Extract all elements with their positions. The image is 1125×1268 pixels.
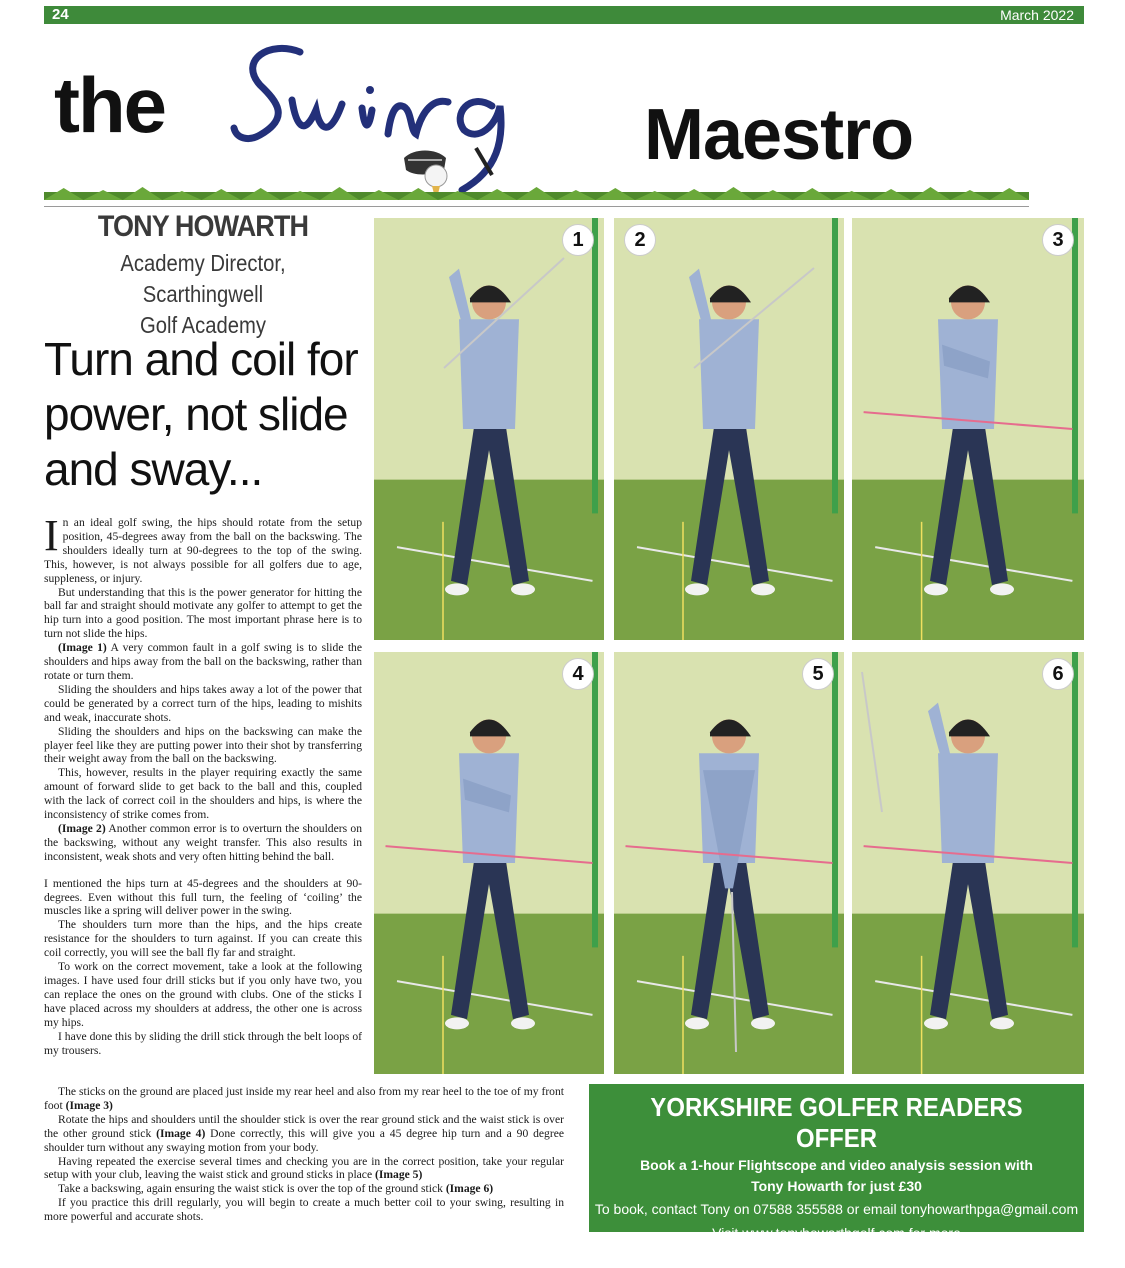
page-header-bar — [44, 6, 1084, 24]
photo-number-badge: 5 — [802, 658, 834, 690]
golfer-photo-illustration — [374, 218, 604, 640]
offer-title: YORKSHIRE GOLFER READERS OFFER — [650, 1092, 1023, 1153]
golfer-photo-illustration — [614, 652, 844, 1074]
masthead — [44, 26, 1084, 210]
offer-visit-line1[interactable]: Visit www.tonyhowarthgolf.com for more — [712, 1225, 961, 1241]
photo-4 — [374, 652, 604, 1074]
golfer-photo-illustration — [614, 218, 844, 640]
paragraph: This, however, results in the player requiring exactly the same amount of forward slide to get back to the ball and this, coupled with the lack of correct coil in the shoulders and hips, is where the inconsistency of strike comes from. — [44, 766, 362, 822]
photo-number-badge: 6 — [1042, 658, 1074, 690]
issue-date: March 2022 — [1000, 7, 1074, 23]
paragraph: I have done this by sliding the drill stick through the belt loops of my trousers. — [44, 1029, 362, 1057]
offer-visit-line2: information on the sessions offered — [727, 1249, 946, 1265]
page-number: 24 — [52, 6, 69, 23]
paragraph: Take a backswing, again ensuring the waist stick is over the top of the ground stick (Image 6) — [58, 1182, 494, 1196]
article-body-wide — [44, 1085, 564, 1224]
author-role — [63, 248, 343, 341]
article-body-column — [44, 511, 362, 1057]
offer-contact[interactable]: To book, contact Tony on 07588 355588 or email tonyhowarthpga@gmail.com — [594, 1201, 1079, 1217]
readers-offer-box — [589, 1084, 1084, 1265]
photo-5 — [614, 652, 844, 1074]
golfer-photo-illustration — [852, 218, 1084, 640]
headline-line1: Turn and coil for — [44, 333, 358, 385]
grass-strip — [44, 186, 1029, 200]
photo-6 — [852, 652, 1084, 1074]
headline-line3: and sway... — [44, 443, 263, 495]
swing-script-logo — [230, 30, 650, 200]
author-role-line2: Golf Academy — [139, 312, 267, 338]
photo-number-badge: 1 — [562, 224, 594, 256]
paragraph: Sliding the shoulders and hips takes away a lot of the power that could be generated by a correct turn of the hips, leading to mishits and weak, inaccurate shots. — [44, 682, 362, 724]
paragraph: Rotate the hips and shoulders until the shoulder stick is over the rear ground stick and the waist stick is over the other ground stick (Image 4) Done correctly, this will give you a 45 degree hip turn and a 90 degree shoulder turn without any swaying motion from your body. — [44, 1112, 564, 1154]
article-headline — [44, 332, 374, 497]
paragraph: In an ideal golf swing, the hips should rotate from the setup position, 45-degrees away from the ball on the backswing. The shoulders ideally turn at 90-degrees to the top of the swing. This, however, is not always possible for all golfers due to age, suppleness, or injury. — [44, 511, 362, 585]
paragraph: To work on the correct movement, take a look at the following images. I have used four drill sticks but if you only have two, you can replace the ones on the ground with clubs. One of the sticks I have placed across my shoulders at address, the other one is across my hips. — [44, 960, 362, 1029]
photo-number-badge: 2 — [624, 224, 656, 256]
photo-number-badge: 3 — [1042, 224, 1074, 256]
offer-subtitle-2: Tony Howarth for just £30 — [751, 1178, 922, 1194]
masthead-the: the — [54, 61, 165, 149]
paragraph: But understanding that this is the power generator for hitting the ball far and straight should motivate any golfer to attempt to get the hip turn into a good position. The most important phrase here is to turn not slide the hips. — [44, 585, 362, 641]
masthead-rule — [44, 206, 1029, 207]
byline — [44, 210, 362, 341]
author-role-line1: Academy Director, Scarthingwell — [120, 250, 286, 307]
paragraph: I mentioned the hips turn at 45-degrees and the shoulders at 90-degrees. Even without this full turn, the feeling of ‘coiling’ the muscles like a spring will deliver power in the swing. — [44, 876, 362, 918]
masthead-maestro: Maestro — [644, 95, 914, 175]
paragraph: Having repeated the exercise several times and checking you are in the correct position, take your regular setup with your club, leaving the waist stick and ground sticks in place (Image 5) — [44, 1154, 564, 1182]
paragraph: The shoulders turn more than the hips, and the hips create resistance for the shoulders to turn against. If you can create this coil correctly, you will see the ball fly far and straight. — [44, 918, 362, 960]
photo-2 — [614, 218, 844, 640]
photo-number-badge: 4 — [562, 658, 594, 690]
headline-line2: power, not slide — [44, 388, 348, 440]
author-name: TONY HOWARTH — [97, 210, 309, 243]
paragraph: The sticks on the ground are placed just inside my rear heel and also from my rear heel to the toe of my front foot (Image 3) — [44, 1085, 564, 1112]
offer-subtitle-1: Book a 1-hour Flightscope and video analysis session with — [640, 1157, 1033, 1173]
photo-grid — [374, 218, 1084, 1074]
paragraph: (Image 2) Another common error is to overturn the shoulders on the backswing, without any weight transfer. This also results in inconsistent, weak shots and very often hitting behind the ball. — [44, 821, 362, 863]
photo-1 — [374, 218, 604, 640]
drop-cap: I — [44, 511, 59, 560]
paragraph: If you practice this drill regularly, you will begin to create a much better coil to your swing, resulting in more powerful and accurate shots. — [44, 1196, 564, 1224]
paragraph: (Image 1) A very common fault in a golf swing is to slide the shoulders and hips away from the ball on the backswing, rather than rotate or turn them. — [44, 641, 362, 682]
paragraph: Sliding the shoulders and hips on the backswing can make the player feel like they are putting power into their shot by transferring their weight away from the ball on the backswing. — [44, 724, 362, 766]
photo-3 — [852, 218, 1084, 640]
golfer-photo-illustration — [374, 652, 604, 1074]
golfer-photo-illustration — [852, 652, 1084, 1074]
